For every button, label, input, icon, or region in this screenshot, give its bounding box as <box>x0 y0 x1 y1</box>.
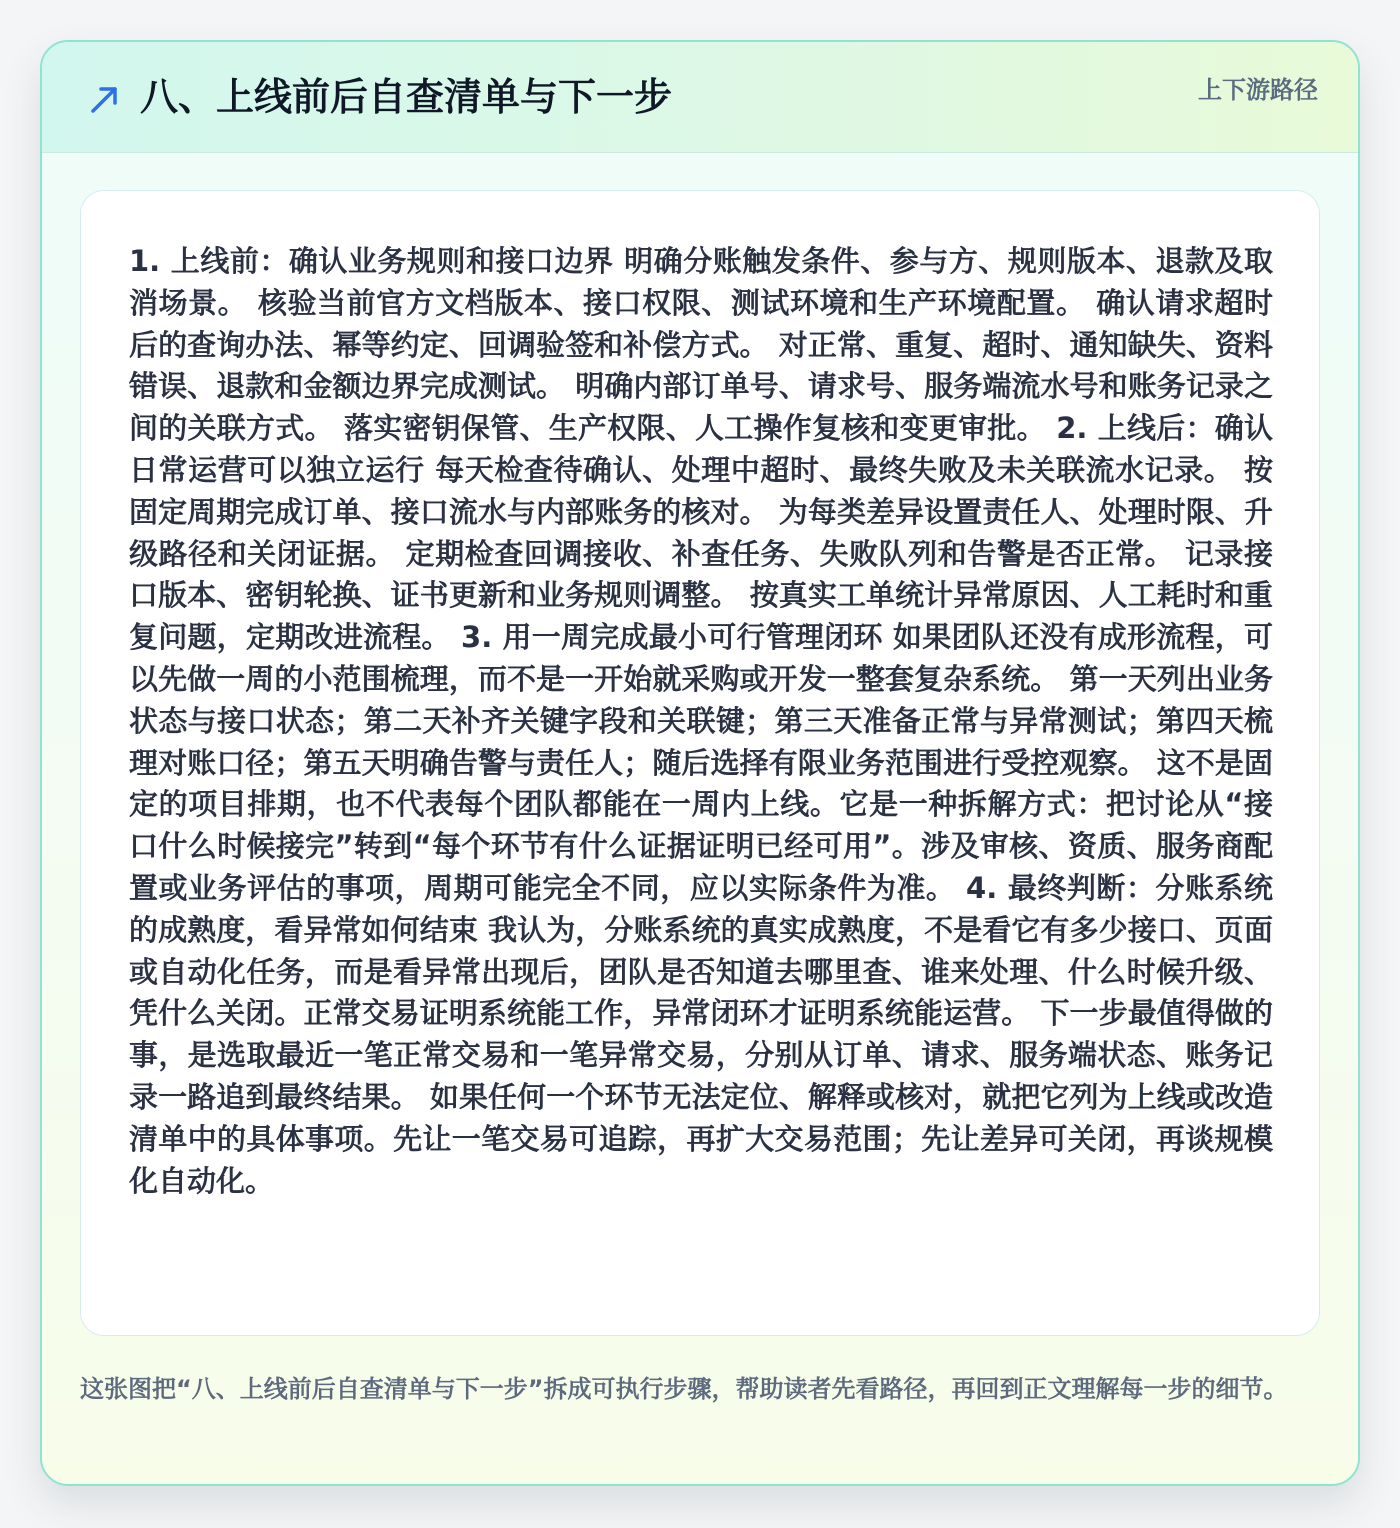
section-tag: 上下游路径 <box>1198 76 1318 104</box>
checklist-card <box>40 40 1360 1486</box>
checklist-body-text: 1. 上线前：确认业务规则和接口边界 明确分账触发条件、参与方、规则版本、退款及取消场景。 核验当前官方文档版本、接口权限、测试环境和生产环境配置。 确认请求超时后的查询办法、幂等约定、回调验签和补偿方式。 对正常、重复、超时、通知缺失、资料错误、退款和金额边界完成测试。 明确内部订单号、请求号、服务端流水号和账务记录之间的关联方式。 落实密钥保管、生产权限、人工操作复核和变更审批。 2. 上线后：确认日常运营可以独立运行 每天检查待确认、处理中超时、最终失败及未关联流水记录。 按固定周期完成订单、接口流水与内部账务的核对。 为每类差异设置责任人、处理时限、升级路径和关闭证据。 定期检查回调接收、补查任务、失败队列和告警是否正常。 记录接口版本、密钥轮换、证书更新和业务规则调整。 按真实工单统计异常原因、人工耗时和重复问题，定期改进流程。 3. 用一周完成最小可行管理闭环 如果团队还没有成形流程，可以先做一周的小范围梳理，而不是一开始就采购或开发一整套复杂系统。 第一天列出业务状态与接口状态；第二天补齐关键字段和关联键；第三天准备正常与异常测试；第四天梳理对账口径；第五天明确告警与责任人；随后选择有限业务范围进行受控观察。 这不是固定的项目排期，也不代表每个团队都能在一周内上线。它是一种拆解方式：把讨论从“接口什么时候接完”转到“每个环节有什么证据证明已经可用”。涉及审核、资质、服务商配置或业务评估的事项，周期可能完全不同，应以实际条件为准。 4. 最终判断：分账系统的成熟度，看异常如何结束 我认为，分账系统的真实成熟度，不是看它有多少接口、页面或自动化任务，而是看异常出现后，团队是否知道去哪里查、谁来处理、什么时候升级、凭什么关闭。正常交易证明系统能工作，异常闭环才证明系统能运营。 下一步最值得做的事，是选取最近一笔正常交易和一笔异常交易，分别从订单、请求、服务端状态、账务记录一路追到最终结果。 如果任何一个环节无法定位、解释或核对，就把它列为上线或改造清单中的具体事项。先让一笔交易可追踪，再扩大交易范围；先让差异可关闭，再谈规模化自动化。 <box>129 244 1273 1198</box>
arrow-up-right-icon <box>88 82 122 116</box>
card-header <box>42 42 1358 153</box>
content-panel <box>80 190 1320 1336</box>
figure-caption: 这张图把“八、上线前后自查清单与下一步”拆成可执行步骤，帮助读者先看路径，再回到正文理解每一步的细节。 <box>80 1375 1288 1403</box>
page-title: 八、上线前后自查清单与下一步 <box>140 75 673 119</box>
